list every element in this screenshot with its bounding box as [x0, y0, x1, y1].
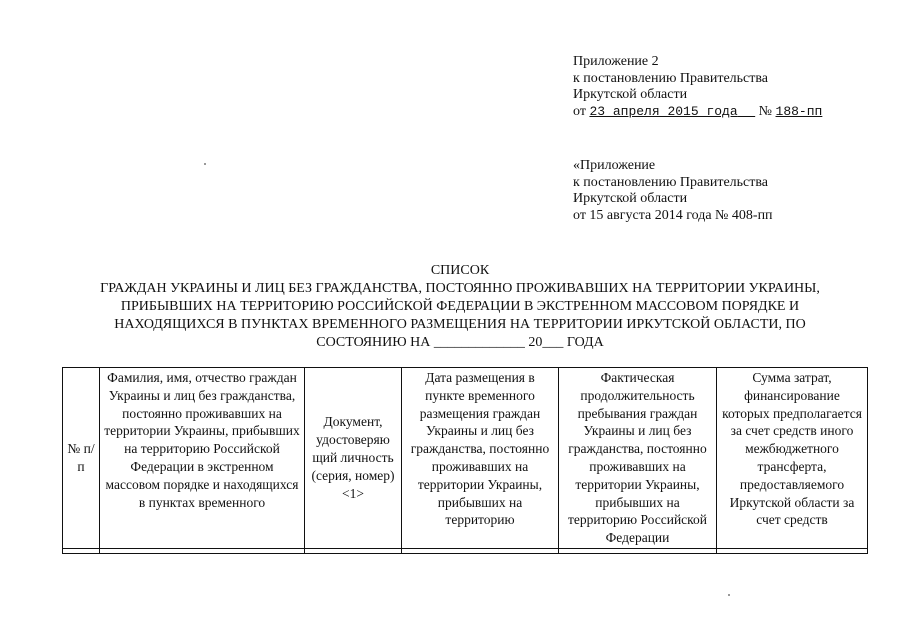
table-cell [63, 548, 100, 553]
header-document: Документ, удостоверяю щий личность (серия, номер) <1> [305, 368, 402, 549]
appendix-previous-line2: к постановлению Правительства [573, 174, 769, 190]
scan-speck [728, 594, 730, 596]
table-cell [100, 548, 305, 553]
title-line5: СОСТОЯНИЮ НА _____________ 20___ ГОДА [316, 335, 604, 350]
table-cell [305, 548, 402, 553]
title-line1: СПИСОК [430, 263, 490, 278]
document-title [60, 262, 860, 352]
header-full-name: Фамилия, имя, отчество граждан Украины и лиц без гражданства, постоянно проживавших на территории Украины, прибывших на территорию Российской Федерации в экстренном массовом порядке и находящихся в пунктах временного [100, 368, 305, 549]
date-prefix: от [573, 103, 586, 119]
table-cell [717, 548, 868, 553]
table-cell [559, 548, 717, 553]
table-header-row [63, 368, 868, 549]
date-value: 23 апреля 2015 года [589, 103, 738, 119]
table-row [63, 548, 868, 553]
header-number: № п/п [63, 368, 100, 549]
header-cost-amount: Сумма затрат, финансирование которых предполагается за счет средств иного межбюджетного трансферта, предоставляемого Иркутской области за счет средств [717, 368, 868, 549]
appendix-current-line1: Приложение 2 [573, 54, 659, 69]
table-cell [402, 548, 559, 553]
appendix-current-date-line [573, 104, 822, 121]
appendix-current-line3: Иркутской области [573, 87, 688, 102]
appendix-current-line2: к постановлению Правительства [573, 70, 769, 86]
title-line4: НАХОДЯЩИХСЯ В ПУНКТАХ ВРЕМЕННОГО РАЗМЕЩЕНИЯ НА ТЕРРИТОРИИ ИРКУТСКОЙ ОБЛАСТИ, ПО [114, 317, 806, 332]
appendix-previous-header [573, 158, 773, 224]
title-line3: ПРИБЫВШИХ НА ТЕРРИТОРИЮ РОССИЙСКОЙ ФЕДЕРАЦИИ В ЭКСТРЕННОМ МАССОВОМ ПОРЯДКЕ И [120, 299, 800, 314]
date-underline [738, 104, 756, 119]
appendix-current-header [573, 54, 822, 120]
number-value: 188-пп [775, 103, 823, 119]
appendix-previous-line4: от 15 августа 2014 года № 408-пп [573, 207, 773, 223]
header-placement-date: Дата размещения в пункте временного размещения граждан Украины и лиц без гражданства, постоянно проживавших на территории Украины, прибывших на территорию [402, 368, 559, 549]
scan-speck [204, 163, 206, 165]
appendix-previous-line3: Иркутской области [573, 191, 688, 206]
citizens-table [62, 367, 868, 554]
title-line2: ГРАЖДАН УКРАИНЫ И ЛИЦ БЕЗ ГРАЖДАНСТВА, ПОСТОЯННО ПРОЖИВАВШИХ НА ТЕРРИТОРИИ УКРАИНЫ, [100, 281, 820, 296]
header-stay-duration: Фактическая продолжительность пребывания граждан Украины и лиц без гражданства, постоянно проживавших на территории Украины, прибывших на территорию Российской Федерации [559, 368, 717, 549]
number-sign: № [758, 103, 773, 119]
appendix-previous-line1: «Приложение [573, 158, 656, 173]
